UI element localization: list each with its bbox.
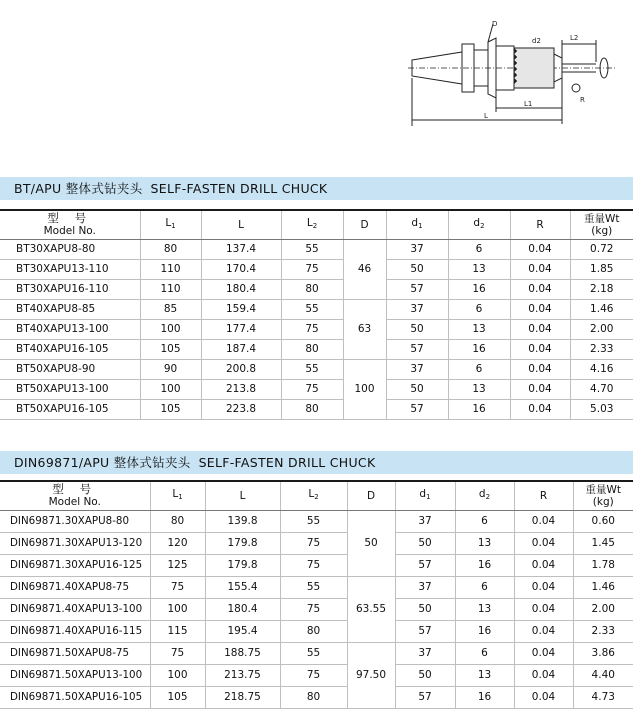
d1-cell: 50 [386,259,448,279]
weight-cell: 0.72 [570,239,633,259]
weight-cell: 2.00 [570,319,633,339]
d2-cell: 6 [455,642,514,664]
r-cell: 0.04 [510,339,570,359]
table-row [0,379,633,399]
weight-cell: 2.18 [570,279,633,299]
l1-cell: 105 [140,399,201,419]
d1-cell: 57 [395,620,455,642]
l1-cell: 80 [140,239,201,259]
l2-cell: 75 [281,319,343,339]
drawing-label-l1: L1 [524,100,533,108]
l1-cell: 100 [150,664,205,686]
d2-cell: 6 [455,576,514,598]
weight-cell: 4.40 [573,664,633,686]
d1-cell: 57 [395,686,455,708]
r-cell: 0.04 [514,532,573,554]
section-title-cn: BT/APU 整体式钻夹头 [14,181,143,196]
table-row [0,576,633,598]
table-row [0,686,633,708]
d1-cell: 37 [395,510,455,532]
l-cell: 137.4 [201,239,281,259]
d1-cell: 37 [386,299,448,319]
d1-cell: 37 [386,359,448,379]
table-row [0,554,633,576]
l2-cell: 80 [281,339,343,359]
d-group-cell: 63 [343,299,386,359]
l-cell: 159.4 [201,299,281,319]
model-cell: BT40XAPU13-100 [0,319,140,339]
section-title-cn: DIN69871/APU 整体式钻夹头 [14,455,191,470]
r-cell: 0.04 [510,399,570,419]
l-cell: 155.4 [205,576,280,598]
l-cell: 200.8 [201,359,281,379]
l-cell: 187.4 [201,339,281,359]
l1-cell: 75 [150,576,205,598]
r-cell: 0.04 [510,259,570,279]
l1-cell: 105 [150,686,205,708]
weight-cell: 1.46 [573,576,633,598]
d1-cell: 37 [395,576,455,598]
header-d2: $d_2$ [455,482,514,510]
d1-cell: 57 [386,399,448,419]
drawing-label-d: D [492,20,498,28]
model-cell: DIN69871.30XAPU13-120 [0,532,150,554]
weight-cell: 2.00 [573,598,633,620]
d1-cell: 57 [395,554,455,576]
l2-cell: 75 [280,664,347,686]
l2-cell: 55 [280,576,347,598]
header-l2: $L_2$ [280,482,347,510]
l2-cell: 75 [281,379,343,399]
header-r: R [510,211,570,239]
table-row [0,532,633,554]
d1-cell: 50 [386,379,448,399]
model-cell: BT50XAPU8-90 [0,359,140,379]
l2-cell: 80 [281,279,343,299]
table-row [0,664,633,686]
l1-cell: 85 [140,299,201,319]
model-cell: BT30XAPU13-110 [0,259,140,279]
header-model: 型 号 Model No. [0,482,150,510]
weight-cell: 1.85 [570,259,633,279]
d1-cell: 37 [395,642,455,664]
d1-cell: 37 [386,239,448,259]
header-l: L [201,211,281,239]
weight-cell: 4.70 [570,379,633,399]
r-cell: 0.04 [514,620,573,642]
r-cell: 0.04 [510,319,570,339]
table-row [0,399,633,419]
weight-cell: 3.86 [573,642,633,664]
din-spec-table [0,482,633,709]
header-d1: $d_1$ [386,211,448,239]
table-row [0,620,633,642]
r-cell: 0.04 [510,299,570,319]
drawing-label-d2: d2 [532,37,541,45]
header-weight: 重量Wt (kg) [573,482,633,510]
model-cell: BT50XAPU16-105 [0,399,140,419]
drill-chuck-drawing [400,18,625,138]
d2-cell: 13 [448,259,510,279]
l1-cell: 75 [150,642,205,664]
section-title-en: SELF-FASTEN DRILL CHUCK [150,181,328,196]
drawing-label-l2: L2 [570,34,579,42]
header-d1: $d_1$ [395,482,455,510]
d-group-cell: 50 [347,510,395,576]
l-cell: 188.75 [205,642,280,664]
l-cell: 213.8 [201,379,281,399]
weight-cell: 2.33 [573,620,633,642]
model-cell: BT50XAPU13-100 [0,379,140,399]
l2-cell: 55 [281,239,343,259]
d2-cell: 16 [455,554,514,576]
weight-cell: 0.60 [573,510,633,532]
r-cell: 0.04 [510,359,570,379]
table-row [0,510,633,532]
d1-cell: 57 [386,339,448,359]
r-cell: 0.04 [514,554,573,576]
d2-cell: 6 [448,359,510,379]
table-row [0,339,633,359]
d2-cell: 13 [448,319,510,339]
header-model: 型 号 Model No. [0,211,140,239]
table-row [0,279,633,299]
d2-cell: 13 [455,598,514,620]
d1-cell: 57 [386,279,448,299]
d2-cell: 6 [455,510,514,532]
model-cell: BT40XAPU16-105 [0,339,140,359]
l-cell: 139.8 [205,510,280,532]
header-d: D [343,211,386,239]
weight-cell: 1.45 [573,532,633,554]
weight-cell: 1.46 [570,299,633,319]
header-d2: $d_2$ [448,211,510,239]
bt-spec-table [0,211,633,420]
weight-cell: 5.03 [570,399,633,419]
model-cell: BT30XAPU8-80 [0,239,140,259]
header-r: R [514,482,573,510]
d2-cell: 13 [448,379,510,399]
model-cell: BT40XAPU8-85 [0,299,140,319]
d-group-cell: 46 [343,239,386,299]
r-cell: 0.04 [510,239,570,259]
l1-cell: 100 [140,379,201,399]
d2-cell: 16 [448,399,510,419]
l2-cell: 55 [280,510,347,532]
l1-cell: 110 [140,259,201,279]
model-cell: DIN69871.30XAPU8-80 [0,510,150,532]
l2-cell: 55 [280,642,347,664]
section-banner-din [0,451,633,474]
r-cell: 0.04 [510,279,570,299]
d2-cell: 6 [448,239,510,259]
weight-cell: 1.78 [573,554,633,576]
weight-cell: 4.16 [570,359,633,379]
section-title-en: SELF-FASTEN DRILL CHUCK [198,455,376,470]
header-l1: $L_1$ [140,211,201,239]
header-l2: $L_2$ [281,211,343,239]
d1-cell: 50 [395,664,455,686]
table-row [0,239,633,259]
l-cell: 195.4 [205,620,280,642]
r-cell: 0.04 [514,598,573,620]
header-d: D [347,482,395,510]
header-l: L [205,482,280,510]
l2-cell: 75 [280,554,347,576]
r-cell: 0.04 [514,510,573,532]
l1-cell: 100 [140,319,201,339]
drawing-label-l: L [484,112,488,120]
header-weight: 重量Wt (kg) [570,211,633,239]
drawing-label-r: R [580,96,585,104]
model-cell: DIN69871.40XAPU13-100 [0,598,150,620]
l2-cell: 55 [281,359,343,379]
l2-cell: 80 [280,620,347,642]
l1-cell: 90 [140,359,201,379]
d1-cell: 50 [395,598,455,620]
l1-cell: 80 [150,510,205,532]
l1-cell: 100 [150,598,205,620]
model-cell: DIN69871.40XAPU8-75 [0,576,150,598]
header-l1: $L_1$ [150,482,205,510]
d2-cell: 16 [455,620,514,642]
l-cell: 177.4 [201,319,281,339]
l1-cell: 105 [140,339,201,359]
l1-cell: 110 [140,279,201,299]
r-cell: 0.04 [510,379,570,399]
l2-cell: 80 [280,686,347,708]
table-row [0,259,633,279]
d2-cell: 6 [448,299,510,319]
model-cell: DIN69871.30XAPU16-125 [0,554,150,576]
weight-cell: 4.73 [573,686,633,708]
d2-cell: 16 [455,686,514,708]
table-row [0,598,633,620]
model-cell: DIN69871.50XAPU8-75 [0,642,150,664]
d2-cell: 13 [455,664,514,686]
d-group-cell: 100 [343,359,386,419]
table-row [0,642,633,664]
table-header-row [0,482,633,510]
l-cell: 223.8 [201,399,281,419]
model-cell: DIN69871.50XAPU13-100 [0,664,150,686]
d-group-cell: 63.55 [347,576,395,642]
section-banner-bt [0,177,633,200]
model-cell: BT30XAPU16-110 [0,279,140,299]
l-cell: 180.4 [205,598,280,620]
table-row [0,359,633,379]
r-cell: 0.04 [514,642,573,664]
weight-cell: 2.33 [570,339,633,359]
model-cell: DIN69871.40XAPU16-115 [0,620,150,642]
table-row [0,319,633,339]
d2-cell: 13 [455,532,514,554]
table-header-row [0,211,633,239]
l-cell: 179.8 [205,532,280,554]
d2-cell: 16 [448,339,510,359]
l2-cell: 80 [281,399,343,419]
l2-cell: 75 [280,532,347,554]
l-cell: 218.75 [205,686,280,708]
r-cell: 0.04 [514,576,573,598]
d1-cell: 50 [386,319,448,339]
l-cell: 180.4 [201,279,281,299]
l-cell: 170.4 [201,259,281,279]
l2-cell: 55 [281,299,343,319]
l1-cell: 125 [150,554,205,576]
l1-cell: 120 [150,532,205,554]
l-cell: 213.75 [205,664,280,686]
l2-cell: 75 [281,259,343,279]
l1-cell: 115 [150,620,205,642]
model-cell: DIN69871.50XAPU16-105 [0,686,150,708]
r-cell: 0.04 [514,664,573,686]
d2-cell: 16 [448,279,510,299]
l2-cell: 75 [280,598,347,620]
d1-cell: 50 [395,532,455,554]
l-cell: 179.8 [205,554,280,576]
r-cell: 0.04 [514,686,573,708]
table-row [0,299,633,319]
d-group-cell: 97.50 [347,642,395,708]
